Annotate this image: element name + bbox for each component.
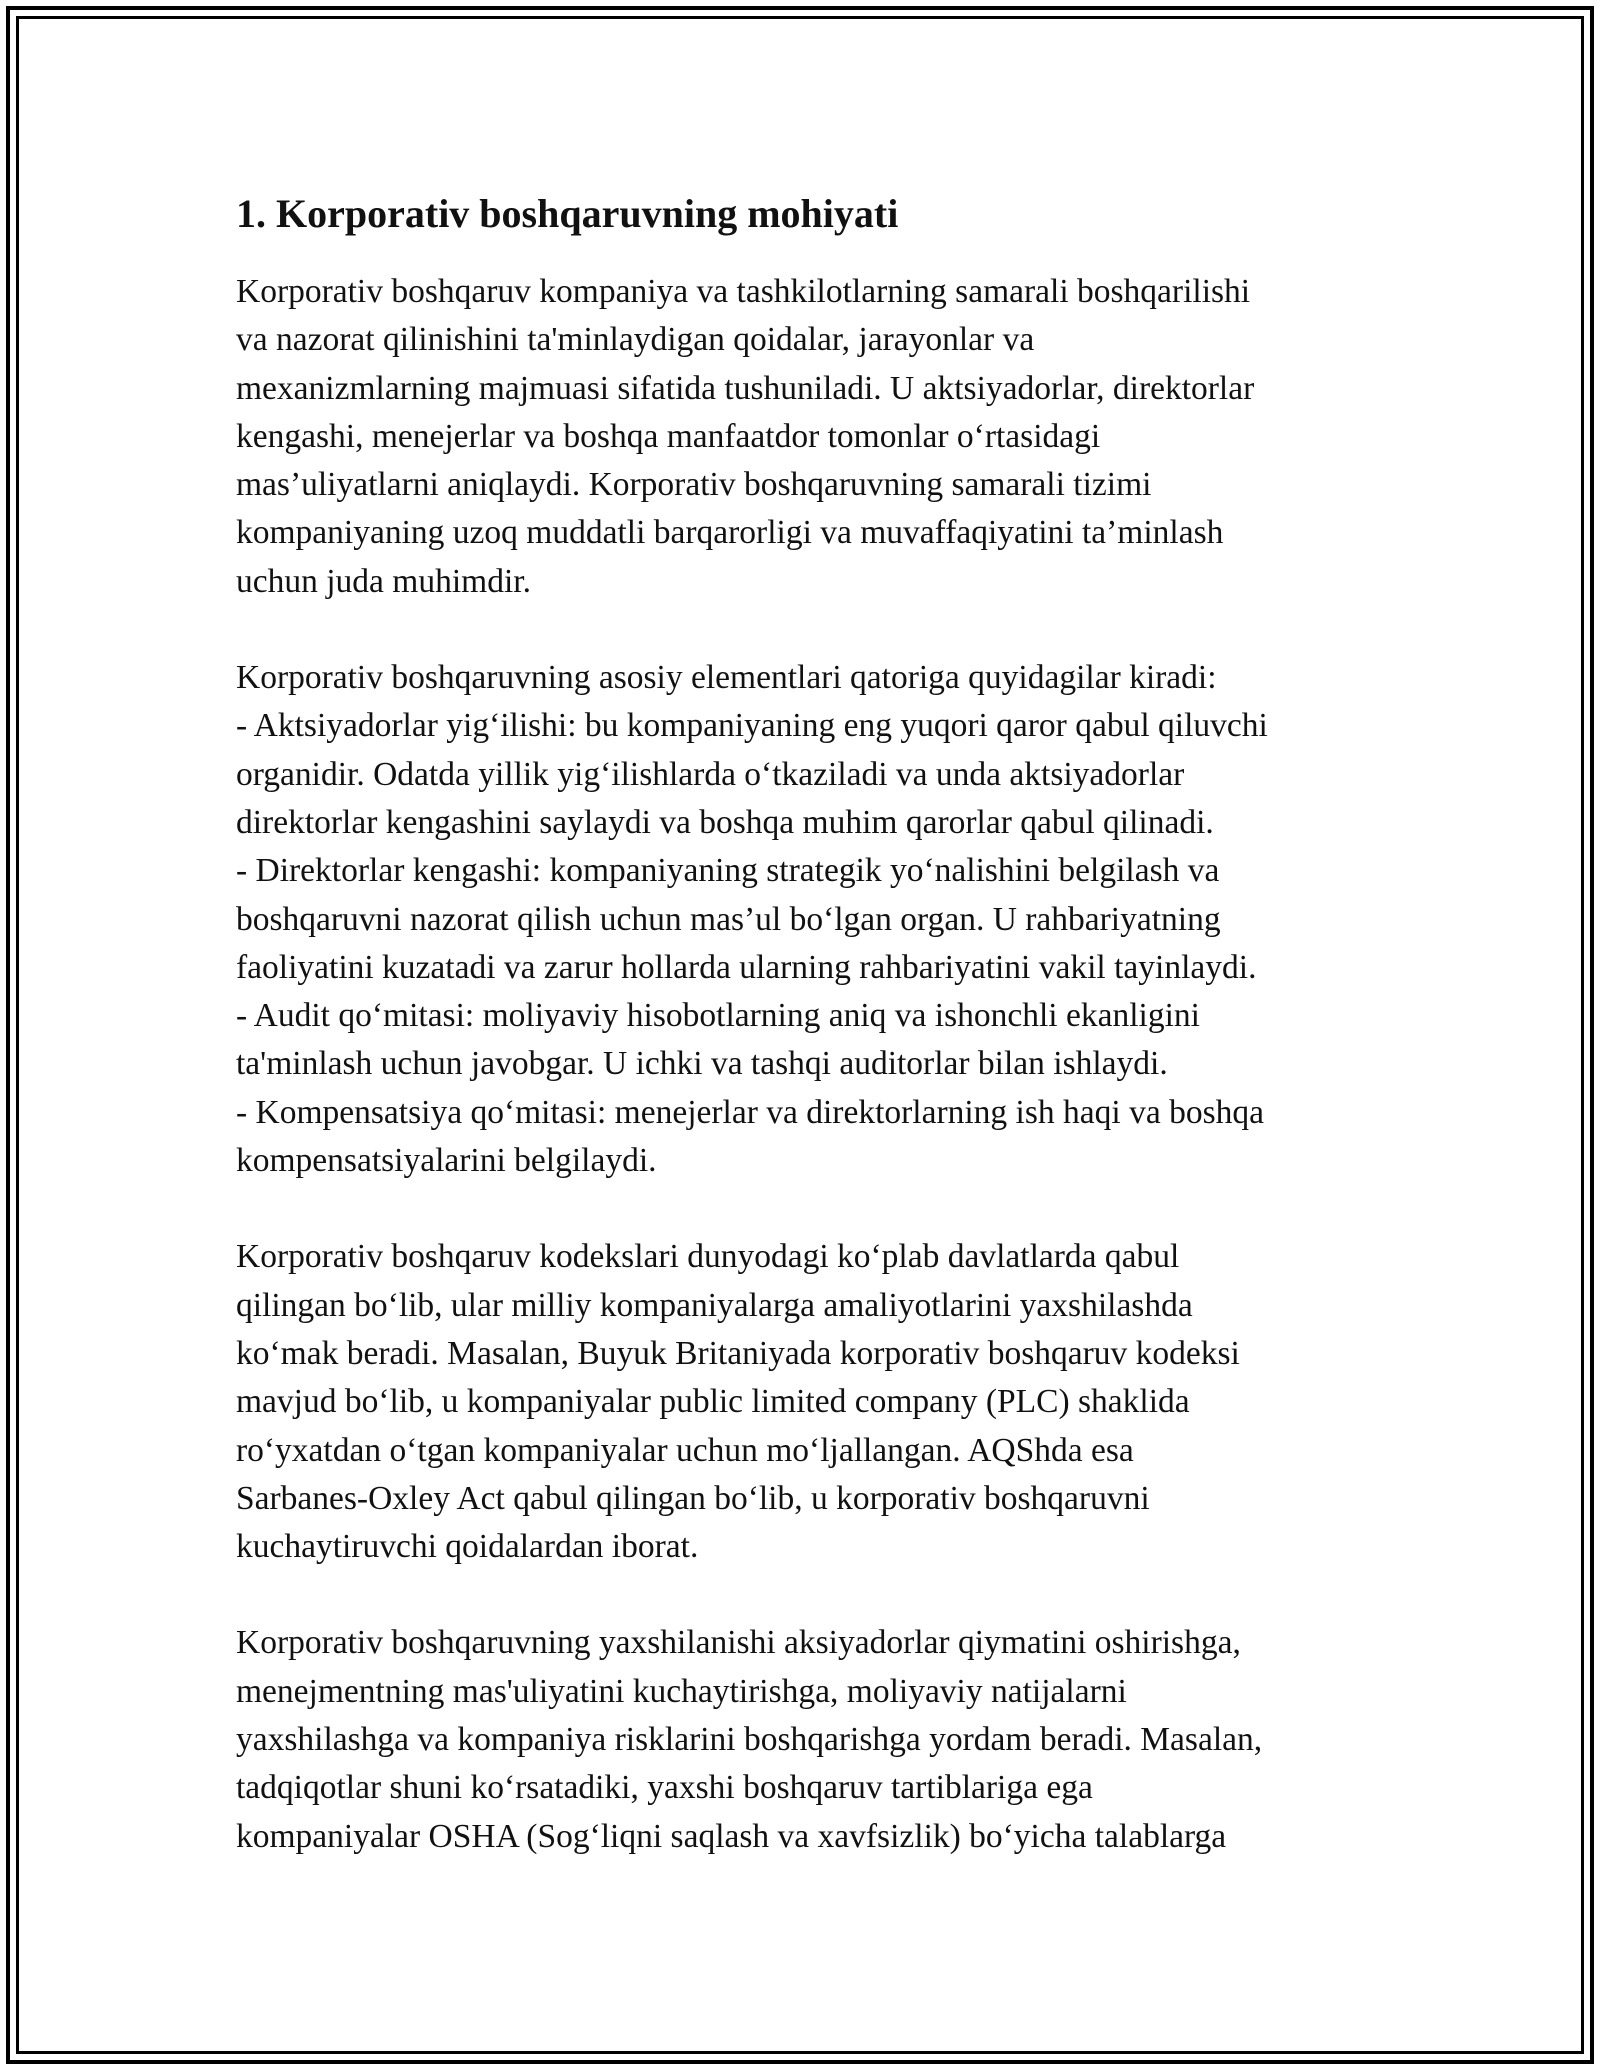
text-line: kengashi, menejerlar va boshqa manfaatdor tomonlar o‘rtasidagi [236, 417, 1101, 455]
text-line: uchun juda muhimdir. [236, 562, 531, 600]
text-line: faoliyatini kuzatadi va zarur hollarda ularning rahbariyatini vakil tayinlaydi. [236, 948, 1257, 986]
text-line: tadqiqotlar shuni ko‘rsatadiki, yaxshi boshqaruv tartiblariga ega [236, 1769, 1093, 1807]
text-line: mavjud bo‘lib, u kompaniyalar public limited company (PLC) shaklida [236, 1383, 1190, 1421]
text-line: kompensatsiyalarini belgilaydi. [236, 1142, 657, 1180]
text-line: menejmentning mas'uliyatini kuchaytirishga, moliyaviy natijalarni [236, 1672, 1127, 1710]
text-line: ro‘yxatdan o‘tgan kompaniyalar uchun mo‘ljallangan. AQShda esa [236, 1431, 1134, 1469]
text-line: organidir. Odatda yillik yig‘ilishlarda o‘tkaziladi va unda aktsiyadorlar [236, 755, 1185, 793]
text-line: yaxshilashga va kompaniya risklarini boshqarishga yordam beradi. Masalan, [236, 1721, 1263, 1759]
text-line: direktorlar kengashini saylaydi va boshqa muhim qarorlar qabul qilinadi. [236, 803, 1214, 841]
text-line: ko‘mak beradi. Masalan, Buyuk Britaniyada korporativ boshqaruv kodeksi [236, 1334, 1240, 1372]
text-line: - Aktsiyadorlar yig‘ilishi: bu kompaniyaning eng yuqori qaror qabul qiluvchi [236, 707, 1268, 745]
text-line: Sarbanes-Oxley Act qabul qilingan bo‘lib, u korporativ boshqaruvni [236, 1479, 1150, 1517]
text-line: kuchaytiruvchi qoidalardan iborat. [236, 1528, 699, 1566]
text-line: Korporativ boshqaruv kodekslari dunyodagi ko‘plab davlatlarda qabul [236, 1238, 1180, 1276]
text-line: kompaniyalar OSHA (Sog‘liqni saqlash va xavfsizlik) bo‘yicha talablarga [236, 1817, 1227, 1855]
paragraph-codes [236, 1233, 1396, 1571]
text-line: Korporativ boshqaruv kompaniya va tashkilotlarning samarali boshqarilishi [236, 273, 1251, 310]
text-line: mas’uliyatlarni aniqlaydi. Korporativ boshqaruvning samarali tizimi [236, 466, 1152, 504]
text-line: ta'minlash uchun javobgar. U ichki va tashqi auditorlar bilan ishlaydi. [236, 1045, 1168, 1083]
paragraph-definition [236, 268, 1396, 606]
text-line: kompaniyaning uzoq muddatli barqarorligi va muvaffaqiyatini ta’minlash [236, 514, 1224, 552]
text-line: Korporativ boshqaruvning asosiy elementlari qatoriga quyidagilar kiradi: [236, 659, 1217, 697]
text-line: mexanizmlarning majmuasi sifatida tushuniladi. U aktsiyadorlar, direktorlar [236, 369, 1255, 407]
document-body [236, 188, 1396, 1909]
text-line: - Audit qo‘mitasi: moliyaviy hisobotlarning aniq va ishonchli ekanligini [236, 997, 1200, 1035]
text-line: qilingan bo‘lib, ular milliy kompaniyalarga amaliyotlarini yaxshilashda [236, 1286, 1193, 1324]
text-line: - Kompensatsiya qo‘mitasi: menejerlar va direktorlarning ish haqi va boshqa [236, 1093, 1264, 1131]
text-line: - Direktorlar kengashi: kompaniyaning strategik yo‘nalishini belgilash va [236, 852, 1220, 890]
text-line: boshqaruvni nazorat qilish uchun mas’ul bo‘lgan organ. U rahbariyatning [236, 900, 1221, 938]
paragraph-benefits [236, 1619, 1396, 1860]
paragraph-elements [236, 654, 1396, 1185]
text-line: va nazorat qilinishini ta'minlaydigan qoidalar, jarayonlar va [236, 321, 1035, 359]
section-heading: 1. Korporativ boshqaruvning mohiyati [236, 191, 899, 236]
text-line: Korporativ boshqaruvning yaxshilanishi aksiyadorlar qiymatini oshirishga, [236, 1624, 1241, 1662]
